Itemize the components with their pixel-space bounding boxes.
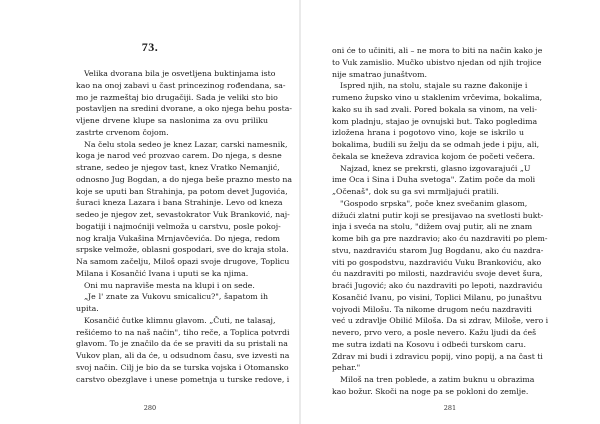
text-line: carstvo obezglave i unese pometnja u turske redove, i (76, 374, 290, 384)
text-line: već u zdravlje Obilić Miloša. Da si zdrav, Miloše, vero i (332, 316, 549, 326)
text-line: oni će to učiniti, ali – ne mora to biti na način kako je (332, 46, 543, 55)
text-line: me sutra izdati na Kosovu i odbeći turskom caru. (332, 339, 526, 349)
text-line: sedeo je njegov zet, sevastokrator Vuk Branković, naj- (76, 210, 290, 219)
text-line: kako su ih sad zvali. Pored bokala sa vinom, na veli- (332, 104, 537, 114)
text-line: dižući zlatni putir koji se presijavao na svetlosti bukt- (332, 210, 544, 220)
text-line: čekala se kneževa zdravica kojom će početi večera. (332, 151, 536, 161)
text-line: nevero, prvo vero, a posle nevero. Kažu ljudi da ćeš (332, 328, 537, 337)
text-line: stvu, nazdraviću starom Jug Bogdanu, ako ću nazdra- (332, 245, 544, 255)
text-line: odnosno Jug Bogdan, a do njega beše prazno mesto na (76, 174, 293, 184)
text-line: glavom. To je značilo da će se praviti da su pristali na (76, 339, 288, 349)
right-page (300, 0, 600, 424)
text-line: pehar." (332, 363, 361, 373)
text-line: upita. (76, 304, 99, 313)
text-line: bokalima, budili su želju da se odmah jede i piju, ali, (332, 140, 540, 149)
text-line: mo je razmeštaj bio drugačiji. Sada je veliki sto bio (76, 92, 278, 102)
text-line: Kosančić čutke klimnu glavom. „Čuti, ne talasaj, (84, 315, 276, 325)
text-line: inja i sveća na stolu, "dižem ovaj putir, ali ne znam (332, 222, 533, 232)
text-line: Zdrav mi budi i zdravicu popij, vino popij, a na čast ti (332, 351, 543, 361)
text-line: svoj način. Cilj je bio da se turska vojska i Otomansko (76, 362, 289, 372)
text-line: rešićemo to na naš način", tiho reče, a Toplica potvrdi (76, 327, 290, 337)
text-line: zastrte crvenom čojom. (76, 127, 169, 137)
text-line: izložena hrana i pogotovo vino, koje se iskrilo u (332, 128, 524, 138)
text-line: kao na onoj zabavi u čast princezinog rođendana, sa- (76, 80, 286, 90)
text-line: vojvodi Milošu. Ta nikome drugom neću nazdraviti (332, 304, 532, 314)
text-line: ću nazdraviti po milosti, nazdraviću svoje devet šura, (332, 269, 543, 279)
text-line: Velika dvorana bila je osvetljena buktinjama isto (84, 69, 276, 78)
text-line: strane, sedeo je njegov tast, knez Vratko Nemanjić, (76, 163, 280, 172)
text-line: Kosančić Ivanu, po visini, Toplici Milanu, po junaštvu (332, 292, 542, 302)
text-line: nog kralja Vukašina Mrnjavčevića. Do njega, redom (76, 233, 281, 243)
text-line: „Je l' znate za Vukovu smicalicu?", šapatom ih (84, 292, 268, 302)
text-line: Miloš na tren poblede, a zatim buknu u obrazima (340, 375, 535, 384)
text-line: koje se uputi ban Strahinja, pa potom devet Jugovića, (76, 186, 288, 196)
text-line: to Vuk zamislio. Mučko ubistvo njedan od njih trojice (332, 57, 542, 67)
text-line: rumeno župsko vino u staklenim vrčevima, bokalima, (332, 93, 543, 102)
text-line: koga je narod već prozvao carem. Do njega, s desne (76, 151, 282, 161)
text-line: postavljen na sredini dvorane, a oko njega behu posta- (76, 104, 293, 114)
chapter-number: 73. (141, 40, 159, 54)
text-line: srpske velmože, oblasni gospodari, sve do kraja stola. (76, 245, 289, 255)
right-page-number: 281 (443, 404, 457, 412)
text-line: kome bih ga pre nazdravio; ako ću nazdraviti po plem- (332, 234, 548, 243)
text-line: Na čelu stola sedeo je knez Lazar, carski namesnik, (84, 139, 288, 149)
text-line: kao božur. Skoči na noge pa se pokloni do zemlje. (332, 386, 529, 396)
text-line: vljene drvene klupe sa naslonima za ovu priliku (76, 116, 268, 125)
text-line: kom pladnju, stajao je ovnujski but. Tako pogledima (332, 116, 538, 126)
right-page-text (332, 45, 549, 398)
text-line: viti po gospodstvu, nazdraviću Vuku Brankoviću, ako (332, 257, 542, 267)
text-line: „Očenaš", dok su ga svi mrmljajući pratili. (332, 187, 499, 196)
left-page-text (76, 68, 293, 385)
text-line: Milana i Kosančić Ivana i uputi se ka njima. (76, 268, 249, 278)
text-line: "Gospodo srpska", poče knez svečanim glasom, (340, 198, 528, 208)
text-line: Oni mu napraviše mesta na klupi i on sede. (84, 280, 255, 290)
text-line: Ispred njih, na stolu, stajale su razne đakonije i (340, 81, 528, 91)
text-line: braći Jugović; ako ću nazdraviti po lepoti, nazdraviću (332, 281, 543, 290)
text-line: Najzad, knez se prekrsti, glasno izgovarajući „U (340, 163, 531, 173)
text-line: ime Oca i Sina i Duha svetoga". Zatim poče da moli (332, 175, 536, 185)
text-line: Na samom začelju, Miloš opazi svoje drugove, Toplicu (76, 257, 290, 266)
text-line: Vukov plan, ali da će, u odsudnom času, sve izvesti na (76, 351, 290, 360)
text-line: nije smatrao junaštvom. (332, 69, 427, 79)
text-line: šuraci kneza Lazara i bana Strahinje. Levo od kneza (76, 198, 283, 208)
text-line: bogatiji i najmoćniji velmoža u carstvu, posle pokoj- (76, 221, 281, 231)
left-page-number: 280 (143, 404, 157, 412)
